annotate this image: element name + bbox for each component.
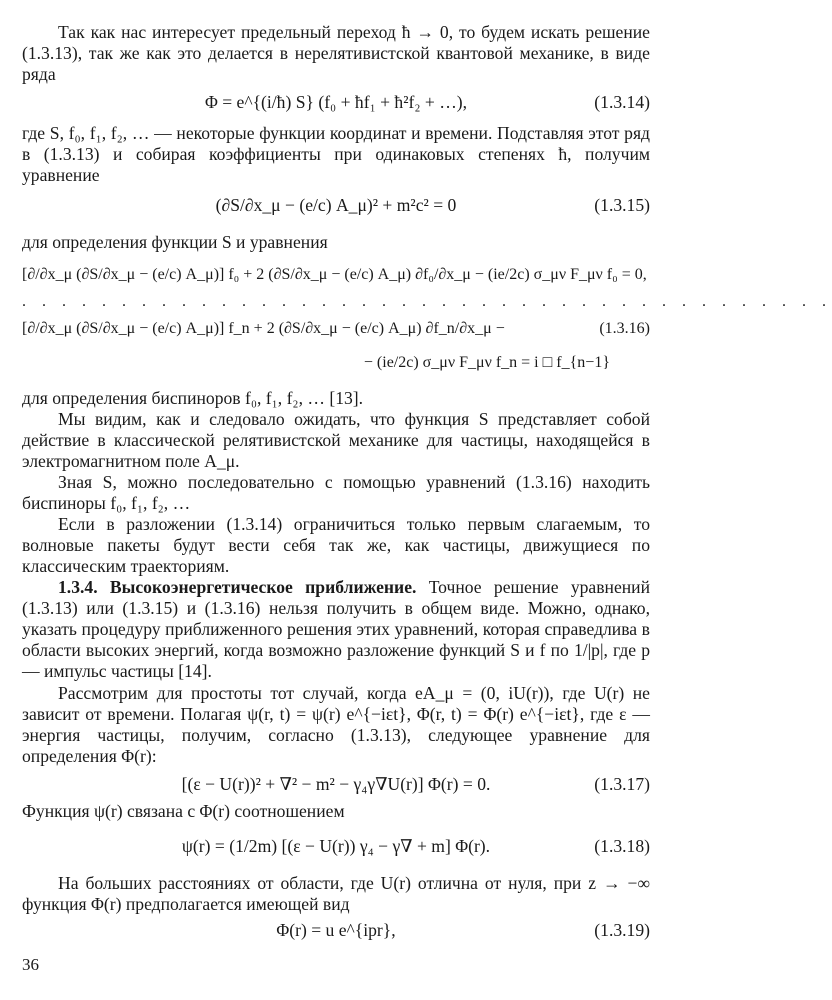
equation-number: (1.3.19) [594, 920, 650, 940]
paragraph-1: Так как нас интересует предельный переход ħ → 0, то будем искать решение (1.3.13), так же как это делается в нерелятивистской квантовой механике, в виде ряда [22, 22, 650, 84]
equation-body: Φ(r) = u e^{ipr}, [276, 920, 396, 940]
paragraph-11: На больших расстояниях от области, где U(r) отлична от нуля, при z → −∞ функция Φ(r) предполагается имеющей вид [22, 873, 650, 914]
equation-body: (∂S/∂x_μ − (e/c) A_μ)² + m²c² = 0 [215, 195, 457, 215]
ellipsis-row: . . . . . . . . . . . . . . . . . . . . . . . . . . . . . . . . . . . . . . . . . [22, 293, 832, 310]
equation-number: (1.3.14) [594, 92, 650, 112]
equation-body: − (ie/2c) σ_μν F_μν f_n = i □ f_{n−1} [363, 354, 610, 371]
equation-number: (1.3.17) [594, 774, 650, 794]
equation-1-3-16a [22, 262, 650, 292]
equation-body: [(ε − U(r))² + ∇² − m² − γ₄γ∇U(r)] Φ(r) = 0. [181, 774, 491, 794]
equation-1-3-16c [22, 350, 650, 384]
page-number: 36 [22, 955, 39, 974]
paragraph-2: где S, f₀, f₁, f₂, … — некоторые функции координат и времени. Подставляя этот ряд в (1.3.13) и собирая коэффициенты при одинаковых степенях ħ, получим уравнение [22, 123, 650, 185]
paragraph-4: для определения биспиноров f₀, f₁, f₂, … [13]. [22, 388, 364, 408]
equation-number: (1.3.16) [599, 320, 650, 337]
equation-1-3-18 [22, 833, 650, 873]
document-page [22, 22, 832, 945]
equation-1-3-16b [22, 316, 650, 346]
paragraph-7: Если в разложении (1.3.14) ограничиться только первым слагаемым, то волновые пакеты будут вести себя так же, как частицы, движущиеся по классическим траекториям. [22, 514, 650, 576]
equation-1-3-15 [22, 192, 650, 232]
paragraph-6: Зная S, можно последовательно с помощью уравнений (1.3.16) находить биспиноры f₀, f₁, f₂, … [22, 472, 650, 513]
equation-1-3-14 [22, 89, 650, 119]
section-heading: 1.3.4. Высокоэнергетическое приближение. [58, 577, 417, 597]
equation-1-3-19 [22, 917, 650, 945]
equation-body: [∂/∂x_μ (∂S/∂x_μ − (e/c) A_μ)] f₀ + 2 (∂S/∂x_μ − (e/c) A_μ) ∂f₀/∂x_μ − (ie/2c) σ_μν F_μν f₀ = 0, [22, 266, 647, 283]
equation-body: ψ(r) = (1/2m) [(ε − U(r)) γ₄ − γ∇ + m] Φ(r). [181, 836, 491, 856]
equation-body: Φ = e^{(i/ħ) S} (f₀ + ħf₁ + ħ²f₂ + …), [204, 92, 468, 112]
equation-number: (1.3.15) [594, 195, 650, 215]
paragraph-10: Функция ψ(r) связана с Φ(r) соотношением [22, 801, 345, 821]
paragraph-3: для определения функции S и уравнения [22, 232, 328, 252]
paragraph-8-text: Точное решение уравнений (1.3.13) или (1.3.15) и (1.3.16) нельзя получить в общем виде. Можно, однако, указать процедуру приближенного решения этих уравнений, которая справедлива в области высоких энергий, когда возможно разложение функций S и f по 1/|p|, где p — импульс частицы [14]. [22, 577, 651, 681]
paragraph-9: Рассмотрим для простоты тот случай, когда eA_μ = (0, iU(r)), где U(r) не зависит от времени. Полагая ψ(r, t) = ψ(r) e^{−iεt}, Φ(r, t) = Φ(r) e^{−iεt}, где ε — энергия частицы, получим, согласно (1.3.13), следующее уравнение для определения Φ(r): [22, 683, 650, 766]
equation-number: (1.3.18) [594, 836, 650, 856]
paragraph-8 [22, 577, 650, 683]
equation-body: [∂/∂x_μ (∂S/∂x_μ − (e/c) A_μ)] f_n + 2 (∂S/∂x_μ − (e/c) A_μ) ∂f_n/∂x_μ − [22, 320, 505, 337]
paragraph-5: Мы видим, как и следовало ожидать, что функция S представляет собой действие в классической релятивистской механике для частицы, находящейся в электромагнитном поле A_μ. [22, 409, 650, 471]
equation-1-3-17 [22, 771, 650, 801]
